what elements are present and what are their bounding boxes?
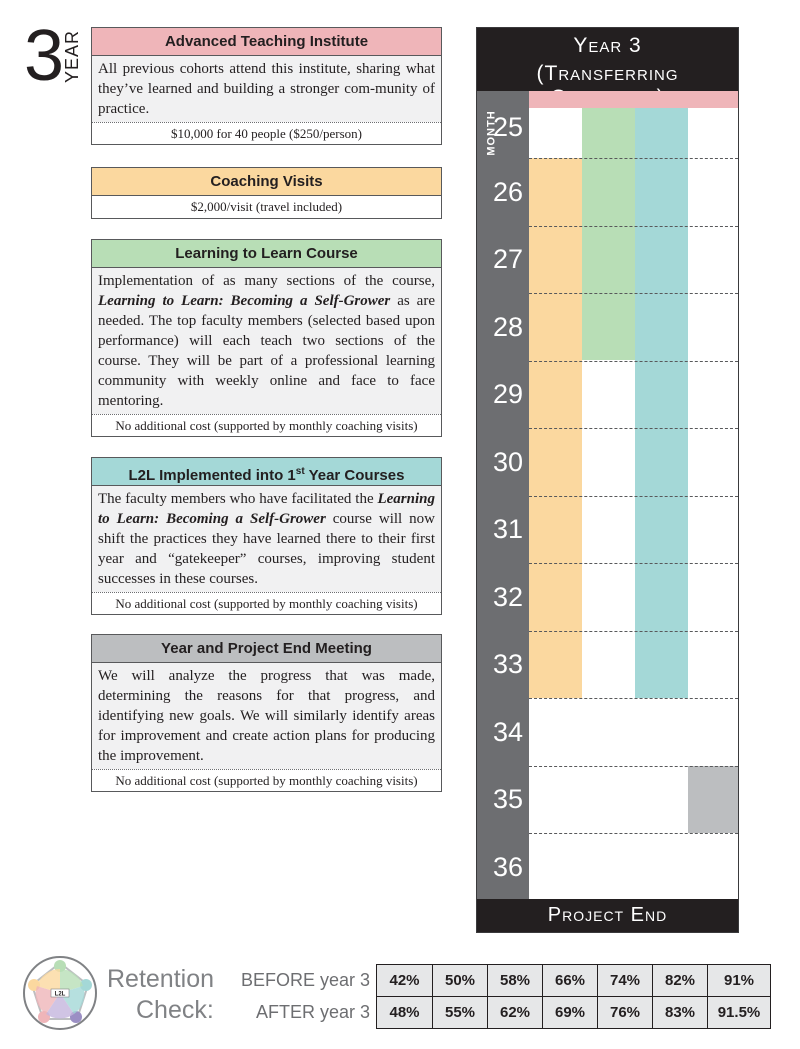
row-divider [529,698,738,699]
retention-cell: 62% [488,997,543,1029]
card-cost: No additional cost (supported by monthly coaching visits) [92,769,441,791]
card-description: We will analyze the progress that was made, determining the reasons for that progress, and identifying new goals. We will similarly identify areas for improvement and create action plans for producing the improvement. [98,668,435,764]
bar-learning-to-learn [582,108,635,360]
retention-title: Retention [107,965,215,993]
retention-table [376,964,771,1029]
retention-cell: 91% [708,965,771,997]
card-coaching-visits [91,167,442,219]
month-number: 27 [492,244,523,274]
row-divider [529,496,738,497]
table-row-after [377,997,771,1029]
card-title: Advanced Teaching Institute [92,28,441,56]
retention-cell: 48% [377,997,433,1029]
retention-cell: 66% [543,965,598,997]
retention-cell: 69% [543,997,598,1029]
month-number: 33 [492,649,523,679]
timeline-subtitle: (Transferring [536,62,679,85]
month-number: 26 [492,177,523,207]
timeline-footer: Project End [477,899,738,932]
timeline [476,27,739,933]
retention-cell: 82% [653,965,708,997]
year-label: YEAR [62,29,83,84]
svg-text:L2L: L2L [54,991,66,998]
card-project-end-meeting [91,634,442,792]
month-number: 35 [492,784,523,814]
retention-title-check: Check: [136,996,214,1024]
card-description: Implementation of as many sections of the course, Learning to Learn: Becoming a Self-Grower as are needed. The top faculty members (selected based upon performance) will each teach two sections of the course. They will be part of a professional learning community with weekly online and face to face mentoring. [98,273,435,409]
retention-cell: 55% [433,997,488,1029]
card-cost: $10,000 for 40 people ($250/person) [92,122,441,144]
table-row-before [377,965,771,997]
month-label: MONTH [485,110,498,156]
row-divider [529,563,738,564]
retention-cell: 58% [488,965,543,997]
row-divider [529,226,738,227]
card-cost: No additional cost (supported by monthly coaching visits) [92,592,441,614]
card-title: Learning to Learn Course [92,240,441,268]
card-cost: No additional cost (supported by monthly coaching visits) [92,414,441,436]
timeline-title: Year 3 [573,34,642,57]
retention-cell: 83% [653,997,708,1029]
card-advanced-teaching-institute [91,27,442,145]
card-learning-to-learn-course [91,239,442,437]
month-number: 34 [492,717,523,747]
row-divider [529,361,738,362]
card-title: Coaching Visits [92,168,441,196]
year-number: 3 [24,16,65,96]
card-description: The faculty members who have facilitated the Learning to Learn: Becoming a Self-Grower course will now shift the practices they have learned there to their first year and “gatekeeper” courses, improving student successes in these courses. [98,491,435,587]
month-number: 28 [492,312,523,342]
month-number: 32 [492,582,523,612]
bar-project-end-meeting [688,766,738,833]
row-divider [529,293,738,294]
retention-cell: 76% [598,997,653,1029]
retention-cell: 91.5% [708,997,771,1029]
row-divider [529,833,738,834]
retention-cell: 50% [433,965,488,997]
month-number: 25 [492,112,523,142]
row-divider [529,631,738,632]
l2l-logo [22,955,98,1031]
timeline-header [477,28,738,91]
retention-cell: 74% [598,965,653,997]
bar-advanced-teaching-institute [529,91,738,108]
card-l2l-implemented [91,457,442,615]
month-number: 30 [492,447,523,477]
month-number: 36 [492,852,523,882]
card-title: L2L Implemented into 1st Year Courses [92,458,441,486]
before-label: BEFORE year 3 [240,970,370,990]
month-number: 31 [492,514,523,544]
row-divider [529,428,738,429]
retention-cell: 42% [377,965,433,997]
card-title: Year and Project End Meeting [92,635,441,663]
after-label: AFTER year 3 [255,1002,370,1022]
month-number: 29 [492,379,523,409]
card-cost: $2,000/visit (travel included) [92,196,441,218]
card-description: All previous cohorts attend this institute, sharing what they’ve learned and building a stronger com-munity of practice. [98,61,435,117]
bar-l2l-implemented [635,108,688,698]
row-divider [529,158,738,159]
row-divider [529,766,738,767]
month-column [477,91,529,899]
